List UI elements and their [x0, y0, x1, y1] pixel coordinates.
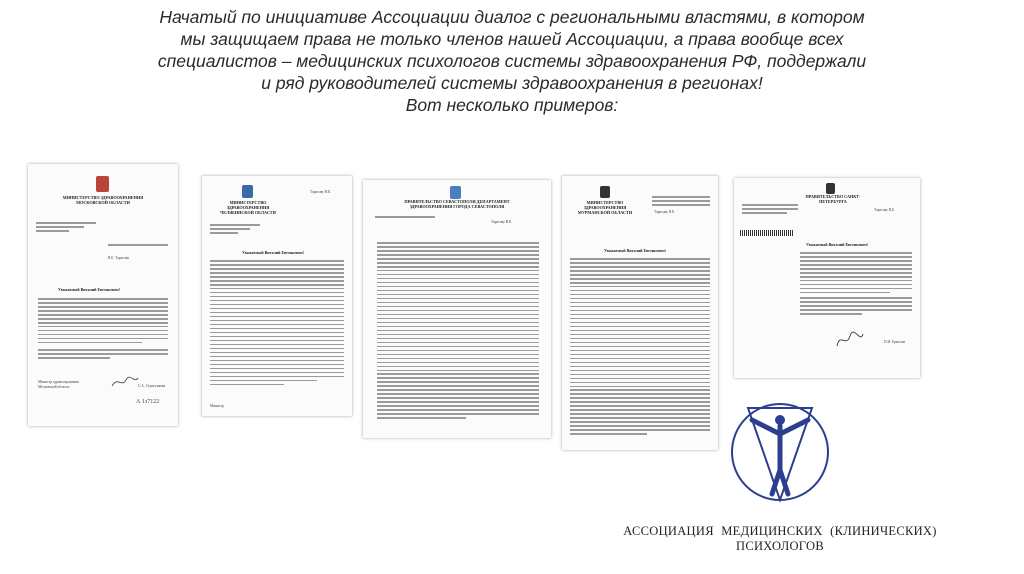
letter-sevastopol: [363, 180, 551, 438]
letter-left-meta: [742, 204, 798, 216]
letter-meta-lines: [210, 224, 260, 236]
letter-body: [570, 258, 710, 437]
letter-body: [210, 260, 344, 388]
letter-meta-lines: [36, 222, 96, 234]
association-name-line-2: ПСИХОЛОГОВ: [736, 539, 824, 553]
coat-of-arms-icon: [96, 176, 109, 192]
coat-of-arms-icon: [826, 183, 835, 194]
slide-title: [40, 6, 984, 116]
letter-number: А 1з7122: [136, 399, 160, 405]
letter-address-lines: [108, 244, 168, 248]
letter-salutation: Уважаемый Виталий Евгеньевич!: [242, 250, 305, 255]
letter-meta-lines: [375, 216, 435, 220]
signature-icon: [110, 374, 140, 390]
letter-saint-petersburg: [734, 178, 920, 378]
letter-header: ПРАВИТЕЛЬСТВО СЕВАСТОПОЛЯ ДЕПАРТАМЕНТ ЗДРАВООХРАНЕНИЯ ГОРОДА СЕВАСТОПОЛЯ: [404, 199, 510, 209]
letter-addressee: Тарасову В.Е.: [654, 210, 676, 214]
letter-salutation: Уважаемый Виталий Евгеньевич!: [806, 242, 869, 247]
title-line-4: и ряд руководителей системы здравоохранения в регионах!: [261, 73, 763, 93]
letter-addressee: Тарасову В.Е.: [874, 208, 896, 212]
title-line-1: Начатый по инициативе Ассоциации диалог с региональными властями, в котором: [159, 7, 865, 27]
coat-of-arms-icon: [450, 186, 461, 199]
title-line-2: мы защищаем права не только членов нашей Ассоциации, а права вообще всех: [180, 29, 844, 49]
letter-addressee: Тарасову В.Е.: [310, 190, 332, 194]
letter-header: МИНИСТЕРСТВО ЗДРАВООХРАНЕНИЯ ЧЕЛЯБИНСКОЙ ОБЛАСТИ: [220, 200, 276, 215]
barcode-icon: [740, 230, 794, 238]
letter-moscow-region: [28, 164, 178, 426]
title-line-5: Вот несколько примеров:: [405, 95, 619, 115]
letter-signer-name: П.И. Ермолов: [884, 340, 906, 344]
letter-signer: Министр: [210, 404, 224, 408]
letter-signer-name: С.А. Стригункова: [138, 384, 166, 388]
coat-of-arms-icon: [600, 186, 610, 198]
letter-addressee: В.Е. Тарасову: [108, 256, 130, 260]
letter-body: [38, 298, 168, 361]
letter-salutation: Уважаемый Виталий Евгеньевич!: [604, 248, 667, 253]
letter-body: [377, 242, 539, 421]
title-line-3: специалистов – медицинских психологов системы здравоохранения РФ, поддержали: [157, 51, 867, 71]
signature-icon: [834, 328, 866, 350]
letter-header: МИНИСТЕРСТВО ЗДРАВООХРАНЕНИЯ МУРМАНСКОЙ ОБЛАСТИ: [577, 200, 633, 215]
association-emblem-icon: [728, 400, 832, 504]
letter-right-header: [652, 196, 710, 208]
letter-signer: Министр здравоохранения Московской области: [38, 380, 79, 389]
association-name-line-1: АССОЦИАЦИЯ МЕДИЦИНСКИХ (КЛИНИЧЕСКИХ): [623, 524, 937, 538]
letter-header: ПРАВИТЕЛЬСТВО САНКТ-ПЕТЕРБУРГА: [805, 194, 861, 204]
letter-chelyabinsk: [202, 176, 352, 416]
letter-header: МИНИСТЕРСТВО ЗДРАВООХРАНЕНИЯ МОСКОВСКОЙ ОБЛАСТИ: [62, 195, 144, 205]
letter-addressee: Тарасову В.Е.: [491, 220, 513, 224]
letter-body: [800, 252, 912, 317]
coat-of-arms-icon: [242, 185, 253, 198]
letter-murmansk: [562, 176, 718, 450]
letter-salutation: Уважаемый Виталий Евгеньевич!: [58, 287, 121, 292]
